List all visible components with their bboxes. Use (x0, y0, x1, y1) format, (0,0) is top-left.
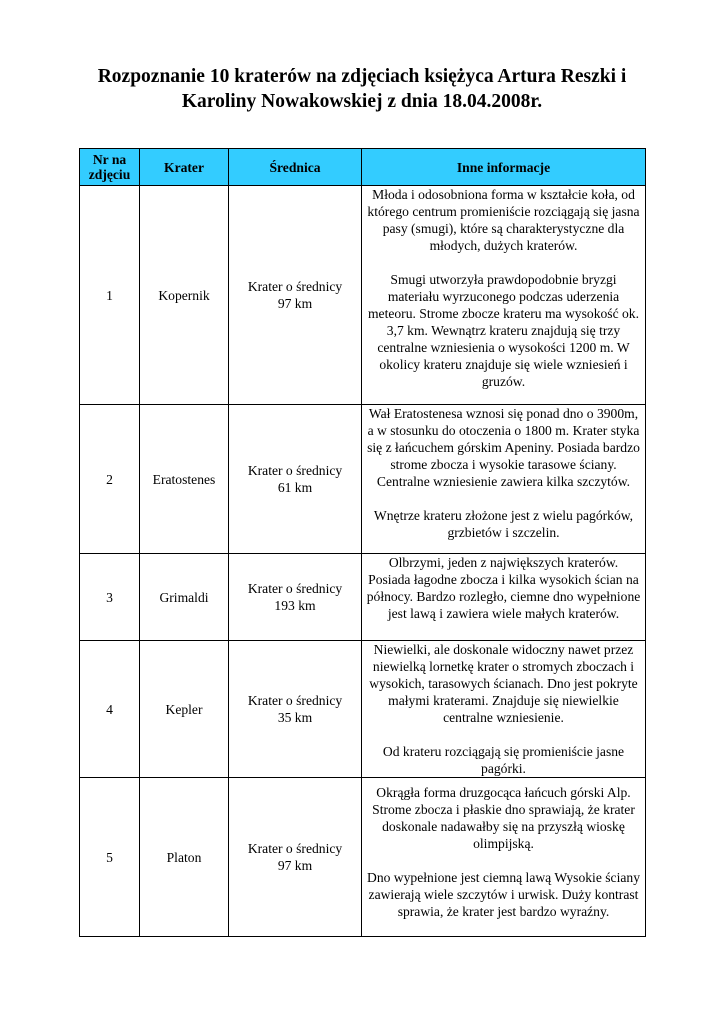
cell-nr: 1 (80, 186, 140, 405)
cell-krater: Grimaldi (140, 554, 229, 641)
srednica-line2: 35 km (277, 710, 313, 725)
title-line-1: Rozpoznanie 10 kraterów na zdjęciach księżyca Artura Reszki i (97, 66, 627, 87)
info-paragraph-1: Wał Eratostenesa wznosi się ponad dno o 3900m, a w stosunku do otoczenia o 1800 m. Krater styka się z łańcuchem górskim Apeniny. Posiada bardzo strome zbocza i wysokie tarasowe ściany. Centralne wzniesienie zawiera kilka szczytów. (367, 406, 640, 489)
table-row (80, 405, 646, 554)
srednica-line1: Krater o średnicy (247, 463, 343, 478)
table-header-row (80, 149, 646, 186)
info-paragraph-1: Niewielki, ale doskonale widoczny nawet przez niewielką lornetkę krater o stromych zboczach i wysokich, tarasowych ścianach. Dno jest pokryte małymi kraterami. Znajduje się niewielkie centralne wzniesienie. (369, 642, 638, 725)
cell-info (362, 186, 646, 405)
srednica-line2: 193 km (274, 598, 316, 613)
cell-srednica (229, 405, 362, 554)
info-paragraph-2: Od krateru rozciągają się promieniście jasne pagórki. (382, 744, 625, 776)
header-nr (80, 149, 140, 186)
cell-srednica (229, 641, 362, 778)
craters-table (79, 148, 646, 937)
title-line-2: Karoliny Nowakowskiej z dnia 18.04.2008r. (181, 91, 543, 112)
cell-info (362, 554, 646, 641)
cell-nr: 5 (80, 778, 140, 937)
cell-srednica (229, 554, 362, 641)
info-paragraph-1: Młoda i odosobniona forma w kształcie koła, od którego centrum promieniście rozciągają się jasna pasy (smugi), które są charakterystyczne dla młodych, dużych kraterów. (367, 187, 640, 253)
table-row (80, 186, 646, 405)
info-paragraph-2: Wnętrze krateru złożone jest z wielu pagórków, grzbietów i szczelin. (373, 508, 634, 540)
cell-krater: Platon (140, 778, 229, 937)
info-paragraph-2: Smugi utworzyła prawdopodobnie bryzgi materiału wyrzuconego podczas uderzenia meteoru. Strome zbocze krateru ma wysokość ok. 3,7 km. Wewnątrz krateru znajdują się trzy centralne wzniesienia o wysokości 1200 m. W okolicy krateru znajduje się wiele wzniesień i gruzów. (367, 272, 640, 389)
table-row (80, 641, 646, 778)
cell-nr: 3 (80, 554, 140, 641)
cell-info (362, 641, 646, 778)
info-paragraph-1: Okrągła forma druzgocąca łańcuch górski Alp. Strome zbocza i płaskie dno sprawiają, że krater doskonale nadawałby się na przyszłą wioskę olimpijską. (372, 785, 635, 851)
cell-nr: 2 (80, 405, 140, 554)
cell-srednica (229, 186, 362, 405)
srednica-line1: Krater o średnicy (247, 841, 343, 856)
srednica-line2: 97 km (277, 296, 313, 311)
srednica-line1: Krater o średnicy (247, 581, 343, 596)
page-title (60, 64, 664, 114)
cell-srednica (229, 778, 362, 937)
info-paragraph-2: Dno wypełnione jest ciemną lawą Wysokie ściany zawierają wiele szczytów i urwisk. Duży kontrast sprawia, że krater jest bardzo wyraźny. (367, 870, 640, 919)
srednica-line1: Krater o średnicy (247, 279, 343, 294)
header-nr-line2: zdjęciu (88, 167, 131, 182)
srednica-line1: Krater o średnicy (247, 693, 343, 708)
cell-info (362, 778, 646, 937)
header-nr-line1: Nr na (92, 152, 127, 167)
info-paragraph-1: Olbrzymi, jeden z największych kraterów. Posiada łagodne zbocza i kilka wysokich ścian na północy. Bardzo rozległo, ciemne dno wypełnione jest lawą i zawiera wiele małych kraterów. (366, 555, 641, 621)
header-krater: Krater (140, 149, 229, 186)
cell-krater: Kopernik (140, 186, 229, 405)
srednica-line2: 61 km (277, 480, 313, 495)
srednica-line2: 97 km (277, 858, 313, 873)
table-row (80, 778, 646, 937)
cell-krater: Kepler (140, 641, 229, 778)
table-row (80, 554, 646, 641)
header-inne: Inne informacje (362, 149, 646, 186)
header-srednica: Średnica (229, 149, 362, 186)
cell-info (362, 405, 646, 554)
cell-nr: 4 (80, 641, 140, 778)
cell-krater: Eratostenes (140, 405, 229, 554)
